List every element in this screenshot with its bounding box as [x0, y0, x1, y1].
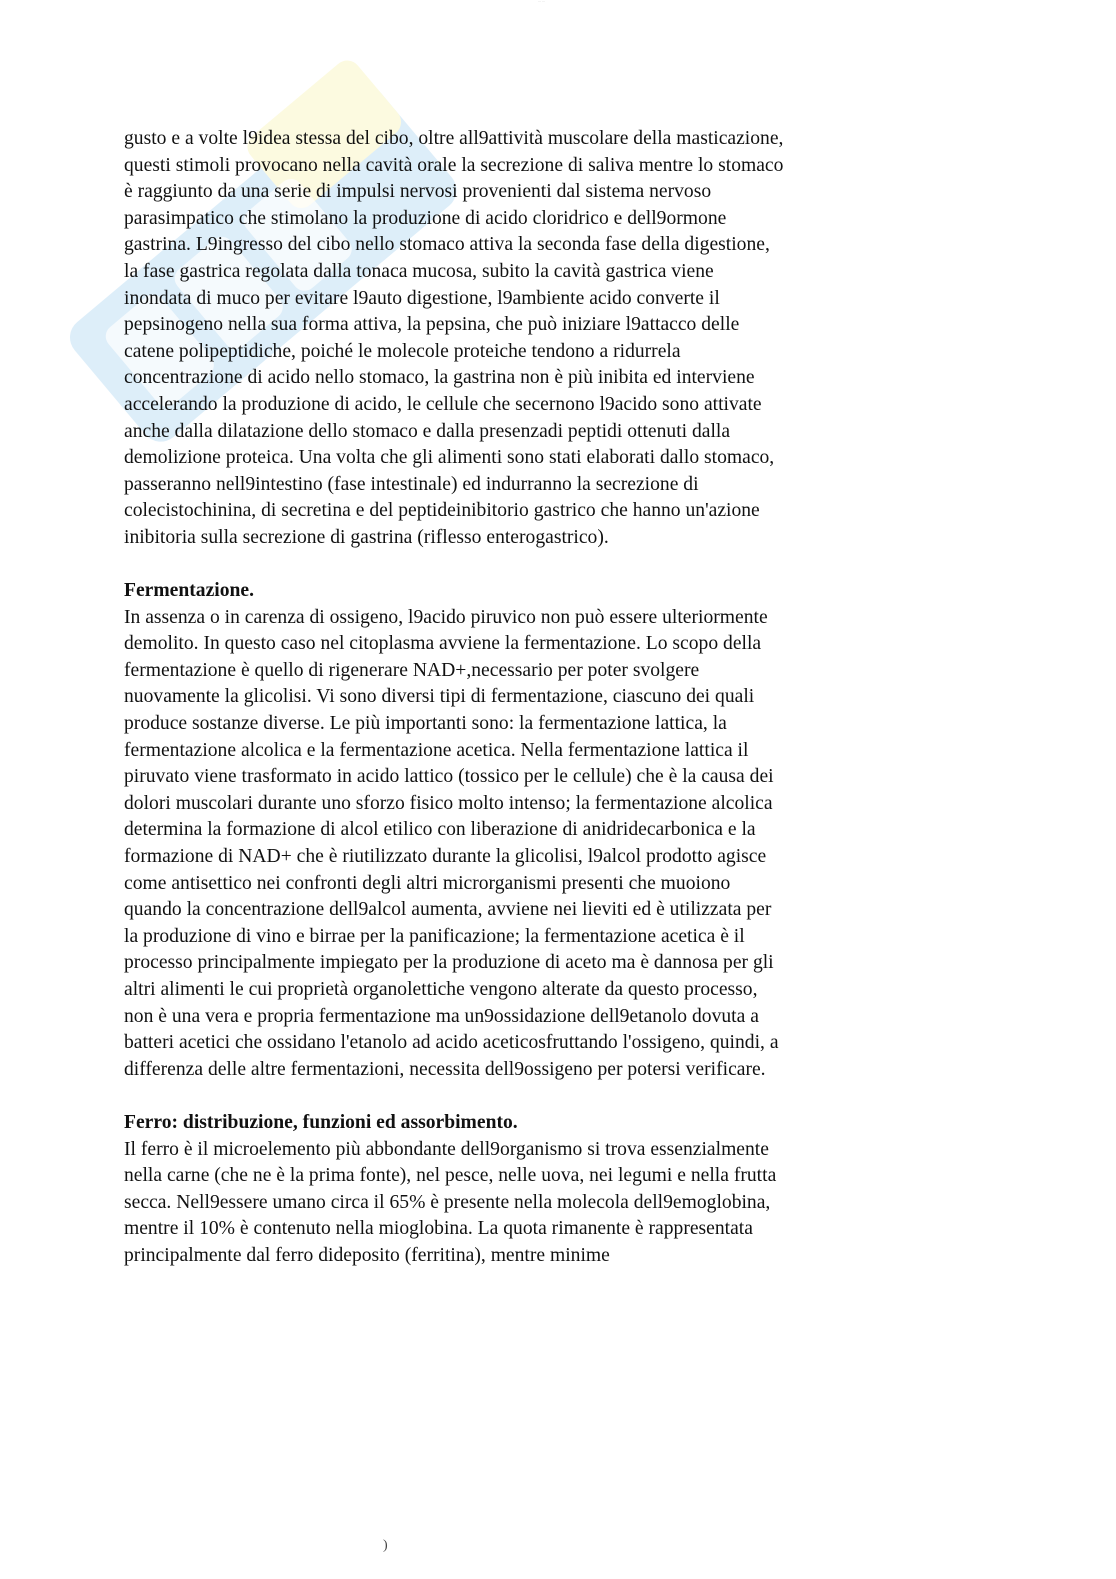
fermentation-heading: Fermentazione.: [124, 580, 255, 602]
iron-heading: Ferro: distribuzione, funzioni ed assorbimento.: [124, 1111, 518, 1133]
digestion-paragraph: gusto e a volte l9idea stessa del cibo, oltre all9attività muscolare della masticazione, questi stimoli provocano nella cavità orale la secrezione di saliva mentre lo stomaco è raggiunto da una serie di impulsi nervosi provenienti dal sistema nervoso parasimpatico che stimolano la produzione di acido cloridrico e dell9ormone gastrina. L9ingresso del cibo nello stomaco attiva la seconda fase della digestione, la fase gastrica regolata dalla tonaca mucosa, subito la cavità gastrica viene inondata di muco per evitare l9auto digestione, l9ambiente acido converte il pepsinogeno nella sua forma attiva, la pepsina, che può iniziare l9attacco delle catene polipeptidiche, poiché le molecole proteiche tendono a ridurrela concentrazione di acido nello stomaco, la gastrina non è più inibita ed interviene accelerando la produzione di acido, le cellule che secernono l9acido sono attivate anche dalla dilatazione dello stomaco e dalla presenzadi peptidi ottenuti dalla demolizione proteica. Una volta che gli alimenti sono stati elaborati dallo stomaco, passeranno nell9intestino (fase intestinale) ed indurranno la secrezione di colecistochinina, di secretina e del peptideinibitorio gastrico che hanno un'azione inibitoria sulla secrezione di gastrina (riflesso enterogastrico).: [124, 128, 784, 548]
section-gap: [124, 552, 784, 579]
iron-paragraph: Il ferro è il microelemento più abbondante dell9organismo si trova essenzialmente nella carne (che ne è la prima fonte), nel pesce, nelle uova, nei legumi e nella frutta secca. Nell9essere umano circa il 65% è presente nella molecola dell9emoglobina, mentre il 10% è contenuto nella mioglobina. La quota rimanente è rappresentata principalmente dal ferro dideposito (ferritina), mentre minime: [124, 1138, 777, 1266]
page-footer-mark: ): [383, 1538, 388, 1553]
fermentation-paragraph: In assenza o in carenza di ossigeno, l9acido piruvico non può essere ulteriormente demolito. In questo caso nel citoplasma avviene la fermentazione. Lo scopo della fermentazione è quello di rigenerare NAD+,necessario per poter svolgere nuovamente la glicolisi. Vi sono diversi tipi di fermentazione, ciascuno dei quali produce sostanze diverse. Le più importanti sono: la fermentazione lattica, la fermentazione alcolica e la fermentazione acetica. Nella fermentazione lattica il piruvato viene trasformato in acido lattico (tossico per le cellule) che è la causa dei dolori muscolari durante uno sforzo fisico molto intenso; la fermentazione alcolica determina la formazione di alcol etilico con liberazione di anidridecarbonica e la formazione di NAD+ che è riutilizzato durante la glicolisi, l9alcol prodotto agisce come antisettico nei confronti degli altri microrganismi presenti che muoiono quando la concentrazione dell9alcol aumenta, avviene nei lieviti ed è utilizzata per la produzione di vino e birrae per la panificazione; la fermentazione acetica è il processo principalmente impiegato per la produzione di aceto ma è dannosa per gli altri alimenti le cui proprietà organolettiche vengono alterate da questo processo, non è una vera e propria fermentazione ma un9ossidazione dell9etanolo dovuta a batteri acetici che ossidano l'etanolo ad acido aceticosfruttando l'ossigeno, quindi, a differenza delle altre fermentazioni, necessita dell9ossigeno per potersi verificare.: [124, 606, 779, 1080]
section-gap: [124, 1083, 784, 1110]
page-header-mark: ··· ···: [538, 0, 545, 4]
document-body: [124, 126, 784, 1270]
